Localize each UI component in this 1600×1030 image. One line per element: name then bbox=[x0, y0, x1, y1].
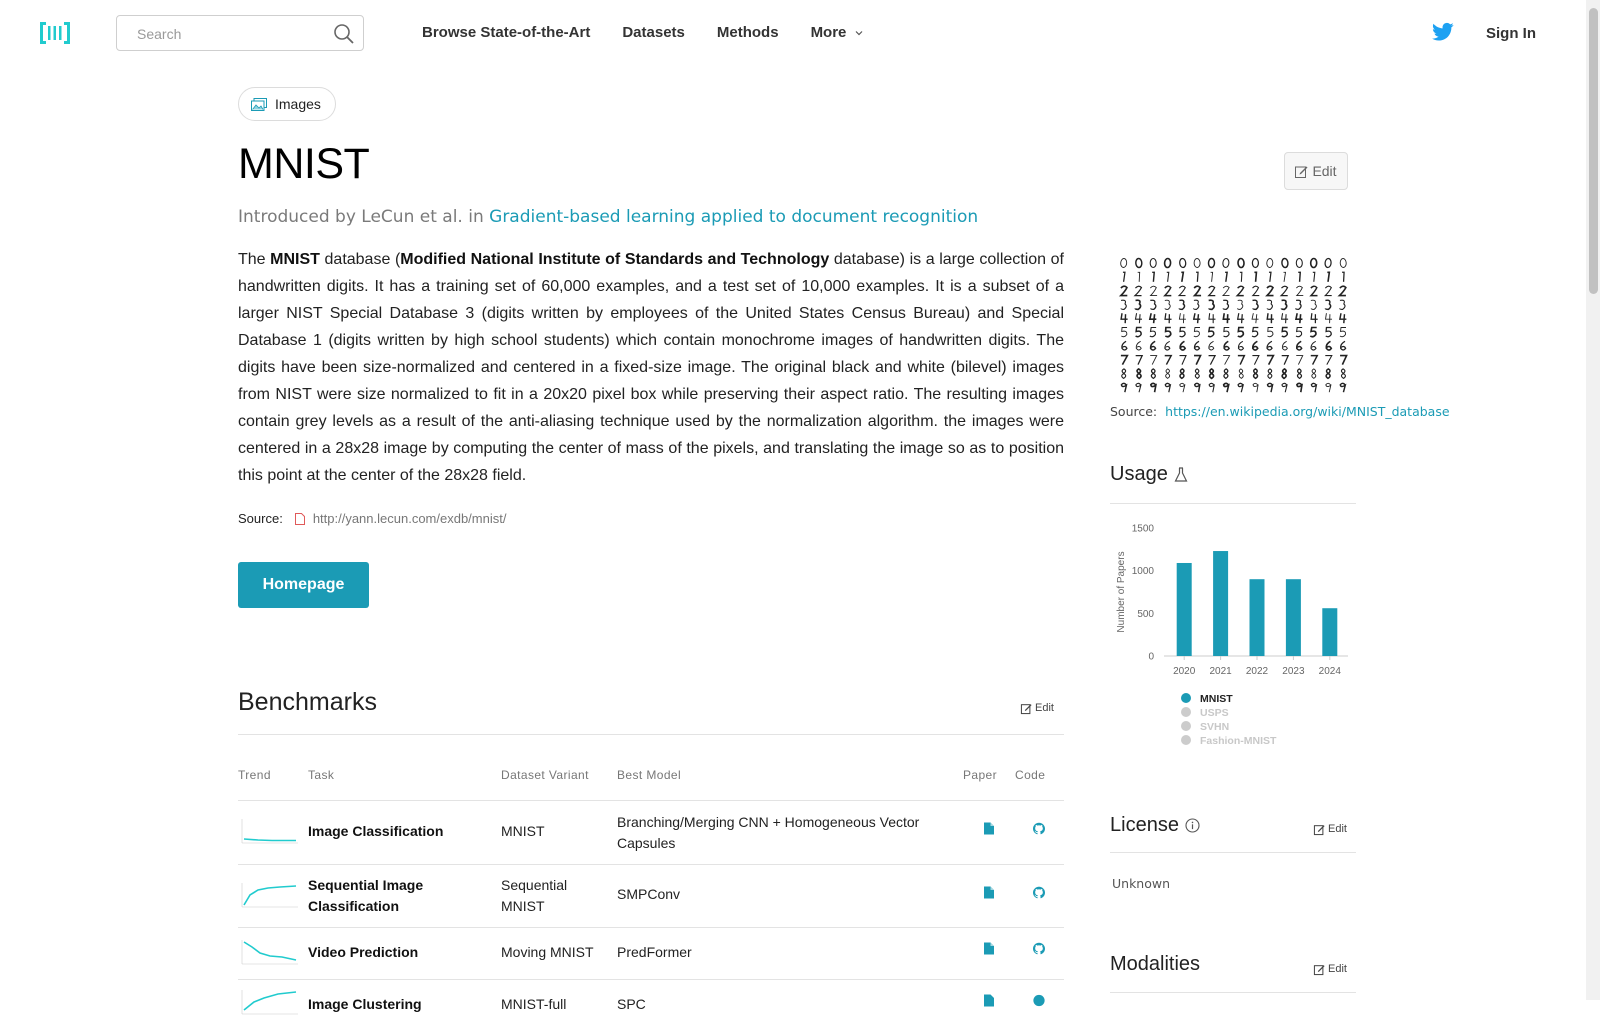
divider bbox=[1110, 852, 1356, 853]
bar-2023[interactable] bbox=[1286, 579, 1301, 656]
info-icon[interactable] bbox=[1185, 818, 1200, 833]
task-link[interactable]: Image Clustering bbox=[308, 996, 422, 1012]
benchmarks-edit-button[interactable] bbox=[1021, 702, 1054, 714]
github-icon[interactable] bbox=[1033, 822, 1045, 835]
bar-2020[interactable] bbox=[1177, 563, 1192, 656]
nav-links bbox=[422, 24, 863, 41]
usage-heading-label: Usage bbox=[1110, 463, 1168, 485]
modality-chip-label: Images bbox=[275, 96, 321, 112]
source-row bbox=[238, 511, 506, 526]
modalities-edit-label: Edit bbox=[1328, 963, 1347, 975]
x-tick-label: 2022 bbox=[1245, 666, 1269, 677]
paper-icon[interactable] bbox=[983, 822, 995, 835]
divider bbox=[238, 734, 1064, 735]
edit-icon bbox=[1314, 964, 1325, 975]
image-source bbox=[1110, 404, 1450, 419]
search-box bbox=[116, 15, 364, 51]
edit-icon bbox=[1021, 703, 1032, 714]
paper-icon[interactable] bbox=[983, 886, 995, 899]
benchmarks-table bbox=[238, 764, 1064, 1030]
usage-chart bbox=[1110, 516, 1360, 756]
table-row[interactable] bbox=[238, 801, 1064, 865]
page-scrollbar[interactable] bbox=[1586, 0, 1600, 1000]
introduced-by bbox=[238, 207, 978, 227]
modalities-edit-button[interactable] bbox=[1314, 963, 1347, 975]
table-row[interactable] bbox=[238, 865, 1064, 928]
legend-dot-usps[interactable] bbox=[1181, 707, 1191, 717]
x-tick-label: 2024 bbox=[1318, 666, 1341, 677]
github-icon[interactable] bbox=[1033, 886, 1045, 899]
nav-datasets[interactable]: Datasets bbox=[622, 24, 685, 41]
dataset-variant[interactable]: Sequential MNIST bbox=[501, 877, 568, 914]
dataset-description bbox=[238, 246, 1064, 489]
navbar bbox=[0, 0, 1586, 68]
dataset-variant[interactable]: MNIST bbox=[501, 823, 545, 839]
introduced-prefix: Introduced by LeCun et al. in bbox=[238, 207, 484, 227]
license-heading bbox=[1110, 814, 1200, 837]
bar-2024[interactable] bbox=[1322, 608, 1337, 656]
y-tick-label: 1000 bbox=[1131, 566, 1154, 578]
desc-text-2: database ( bbox=[319, 251, 401, 268]
paper-icon[interactable] bbox=[983, 994, 995, 1007]
edit-dataset-button[interactable] bbox=[1284, 152, 1348, 190]
y-tick-label: 1500 bbox=[1131, 523, 1154, 535]
x-tick-label: 2023 bbox=[1282, 666, 1305, 677]
image-source-link[interactable]: https://en.wikipedia.org/wiki/MNIST_database bbox=[1165, 404, 1450, 419]
scrollbar-thumb[interactable] bbox=[1589, 8, 1598, 294]
dataset-variant[interactable]: Moving MNIST bbox=[501, 944, 594, 960]
best-model[interactable]: PredFormer bbox=[617, 944, 692, 960]
introduced-paper-link[interactable]: Gradient-based learning applied to document recognition bbox=[489, 207, 979, 227]
edit-icon bbox=[1295, 165, 1308, 178]
file-icon bbox=[295, 513, 305, 525]
best-model[interactable]: Branching/Merging CNN + Homogeneous Vector Capsules bbox=[617, 814, 920, 851]
y-tick-label: 500 bbox=[1137, 608, 1154, 620]
license-value: Unknown bbox=[1112, 876, 1171, 891]
desc-text-3: database) is a large collection of handwritten digits. It has a training set of 60,000 examples, and a test set of 10,000 examples. It is a subset of a larger NIST Special Database 3 (digits written by employees of the United States Census Bureau) and Special Database 1 (digits written by high school students) which contain monochrome images of handwritten digits. The digits have been size-normalized and centered in a fixed-size image. The original black and white (bilevel) images from NIST were size normalized to fit in a 20x20 pixel box while preserving their aspect ratio. The resulting images contain grey levels as a result of the anti-aliasing technique used by the normalization algorithm. the images were centered in a 28x28 image by computing the center of mass of the pixels, and translating the image so as to position this point at the center of the 28x28 field. bbox=[238, 251, 1065, 484]
desc-bold-1: MNIST bbox=[270, 251, 320, 268]
col-trend: Trend bbox=[238, 768, 271, 782]
x-tick-label: 2021 bbox=[1209, 666, 1232, 677]
y-tick-label: 0 bbox=[1148, 651, 1154, 663]
divider bbox=[1110, 503, 1356, 504]
col-best-model[interactable]: Best Model bbox=[617, 768, 682, 782]
desc-bold-2: Modified National Institute of Standards and Technology bbox=[400, 251, 830, 268]
source-label: Source: bbox=[238, 511, 283, 526]
edit-button-label: Edit bbox=[1312, 163, 1337, 179]
best-model[interactable]: SMPConv bbox=[617, 886, 681, 902]
images-icon bbox=[251, 98, 267, 111]
trend-sparkline[interactable] bbox=[238, 817, 298, 847]
legend-dot-fashion-mnist[interactable] bbox=[1181, 735, 1191, 745]
modalities-heading-label: Modalities bbox=[1110, 953, 1201, 975]
col-task[interactable]: Task bbox=[308, 768, 335, 782]
x-tick-label: 2020 bbox=[1173, 666, 1196, 677]
col-variant[interactable]: Dataset Variant bbox=[501, 768, 589, 782]
task-link[interactable]: Video Prediction bbox=[308, 944, 419, 960]
trend-sparkline[interactable] bbox=[238, 988, 298, 1018]
best-model[interactable]: SPC bbox=[617, 996, 646, 1012]
github-icon[interactable] bbox=[1033, 994, 1045, 1007]
y-axis-label: Number of Papers bbox=[1116, 551, 1127, 633]
col-code: Code bbox=[1015, 768, 1046, 782]
legend-label-usps[interactable]: USPS bbox=[1200, 707, 1229, 719]
mnist-sample-digits-image bbox=[1118, 256, 1354, 394]
paper-icon[interactable] bbox=[983, 942, 995, 955]
license-edit-button[interactable] bbox=[1314, 823, 1347, 835]
image-source-label: Source: bbox=[1110, 404, 1158, 419]
license-heading-label: License bbox=[1110, 814, 1179, 836]
nav-more-label: More bbox=[810, 24, 847, 41]
twitter-icon[interactable] bbox=[1432, 22, 1454, 42]
divider bbox=[1110, 992, 1356, 993]
table-header bbox=[238, 764, 1064, 801]
legend-label-svhn[interactable]: SVHN bbox=[1200, 721, 1230, 733]
bar-2021[interactable] bbox=[1213, 551, 1228, 656]
source-url-link[interactable]: http://yann.lecun.com/exdb/mnist/ bbox=[312, 511, 507, 526]
license-edit-label: Edit bbox=[1328, 823, 1347, 835]
bar-2022[interactable] bbox=[1250, 579, 1265, 656]
usage-heading bbox=[1110, 463, 1188, 486]
nav-browse-sota[interactable]: Browse State-of-the-Art bbox=[422, 24, 591, 41]
task-link[interactable]: Sequential Image Classification bbox=[308, 877, 424, 914]
table-row[interactable] bbox=[238, 980, 1064, 1030]
col-paper: Paper bbox=[963, 768, 998, 782]
table-row[interactable] bbox=[238, 928, 1064, 980]
page-title: MNIST bbox=[238, 140, 370, 188]
homepage-button[interactable]: Homepage bbox=[238, 562, 369, 608]
desc-text-1: The bbox=[238, 251, 271, 268]
legend-label-mnist[interactable]: MNIST bbox=[1200, 693, 1233, 705]
modality-chip-images[interactable] bbox=[238, 87, 336, 121]
benchmarks-edit-label: Edit bbox=[1035, 702, 1054, 714]
trend-sparkline[interactable] bbox=[238, 938, 298, 968]
dataset-variant[interactable]: MNIST-full bbox=[501, 996, 567, 1012]
flask-icon[interactable] bbox=[1174, 467, 1188, 483]
github-icon[interactable] bbox=[1033, 942, 1045, 955]
legend-label-fashion-mnist[interactable]: Fashion-MNIST bbox=[1200, 735, 1277, 747]
edit-icon bbox=[1314, 824, 1325, 835]
modalities-heading bbox=[1110, 953, 1200, 976]
nav-methods[interactable]: Methods bbox=[716, 24, 779, 41]
papers-with-code-logo-icon[interactable] bbox=[40, 20, 70, 46]
task-link[interactable]: Image Classification bbox=[308, 823, 444, 839]
legend-dot-mnist[interactable] bbox=[1181, 693, 1191, 703]
search-icon[interactable] bbox=[333, 23, 355, 45]
legend-dot-svhn[interactable] bbox=[1181, 721, 1191, 731]
benchmarks-heading: Benchmarks bbox=[238, 688, 377, 716]
chevron-down-icon bbox=[855, 29, 863, 37]
trend-sparkline[interactable] bbox=[238, 881, 298, 911]
sign-in-link[interactable]: Sign In bbox=[1486, 25, 1536, 42]
search-input[interactable] bbox=[135, 23, 319, 45]
nav-more[interactable] bbox=[811, 24, 863, 41]
